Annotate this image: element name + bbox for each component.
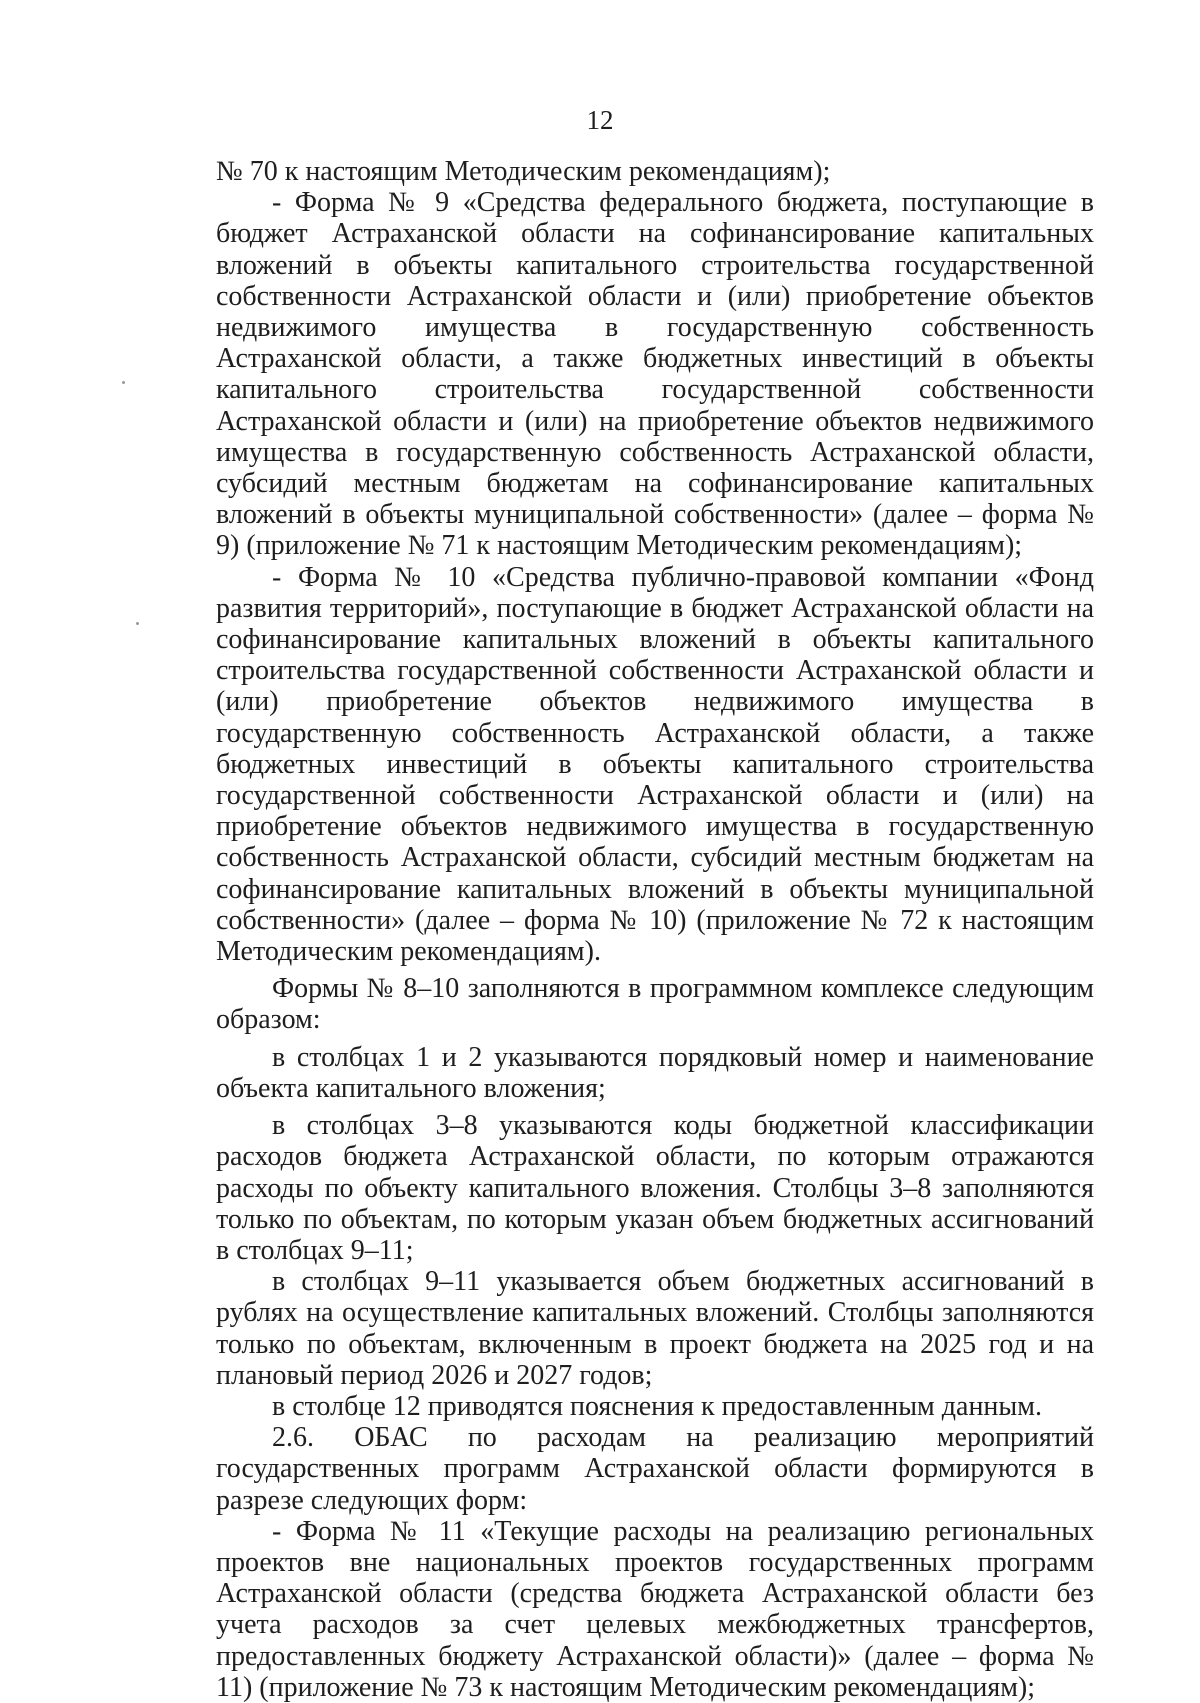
paragraph-form-11: - Форма № 11 «Текущие расходы на реализацию региональных проектов вне национальных проектов государственных программ Астраханской области (средства бюджета Астраханской области без учета расходов за счет целевых межбюджетных трансфертов, предоставленных бюджету Астраханской области)» (далее – форма № 11) (приложение № 73 к настоящим Методическим рекомендациям); — [216, 1515, 1094, 1703]
paragraph-columns-1-2: в столбцах 1 и 2 указываются порядковый номер и наименование объекта капитального вложения; — [216, 1041, 1094, 1104]
paragraph-continuation: № 70 к настоящим Методическим рекомендациям); — [216, 156, 831, 187]
paragraph-column-12: в столбце 12 приводятся пояснения к предоставленным данным. — [272, 1390, 1042, 1422]
paragraph-columns-9-11: в столбцах 9–11 указывается объем бюджетных ассигнований в рублях на осуществление капитальных вложений. Столбцы заполняются только по объектам, включенным в проект бюджета на 2025 год и на плановый период 2026 и 2027 годов; — [216, 1266, 1094, 1391]
paragraph-form-9: - Форма № 9 «Средства федерального бюджета, поступающие в бюджет Астраханской области на софинансирование капитальных вложений в объекты капитального строительства государственной собственности Астраханской области и (или) приобретение объектов недвижимого имущества в государственную собственность Астраханской области, а также бюджетных инвестиций в объекты капитального строительства государственной собственности Астраханской области и (или) на приобретение объектов недвижимого имущества в государственную собственность Астраханской области, субсидий местным бюджетам на софинансирование капитальных вложений в объекты муниципальной собственности» (далее – форма № 9) (приложение № 71 к настоящим Методическим рекомендациям); — [216, 187, 1094, 562]
scan-artifact-dot — [136, 622, 139, 625]
page-number: 12 — [586, 105, 614, 135]
scan-artifact-dot — [122, 381, 125, 384]
paragraph-section-2-6: 2.6. ОБАС по расходам на реализацию мероприятий государственных программ Астраханской области формируются в разрезе следующих форм: — [216, 1422, 1094, 1516]
paragraph-form-10: - Форма № 10 «Средства публично-правовой компании «Фонд развития территорий», поступающие в бюджет Астраханской области на софинансирование капитальных вложений в объекты капитального строительства государственной собственности Астраханской области и (или) приобретение объектов недвижимого имущества в государственную собственность Астраханской области, а также бюджетных инвестиций в объекты капитального строительства государственной собственности Астраханской области и (или) на приобретение объектов недвижимого имущества в государственную собственность Астраханской области, субсидий местным бюджетам на софинансирование капитальных вложений в объекты муниципальной собственности» (далее – форма № 10) (приложение № 72 к настоящим Методическим рекомендациям). — [216, 561, 1094, 968]
paragraph-forms-8-10-intro: Формы № 8–10 заполняются в программном комплексе следующим образом: — [216, 973, 1094, 1036]
document-body — [216, 156, 1094, 1703]
paragraph-columns-3-8: в столбцах 3–8 указываются коды бюджетной классификации расходов бюджета Астраханской области, по которым отражаются расходы по объекту капитального вложения. Столбцы 3–8 заполняются только по объектам, по которым указан объем бюджетных ассигнований в столбцах 9–11; — [216, 1110, 1094, 1266]
